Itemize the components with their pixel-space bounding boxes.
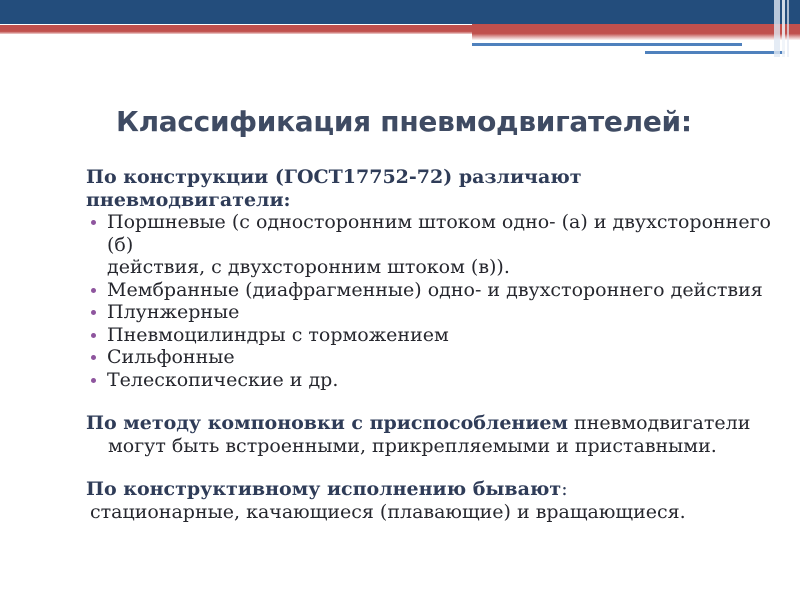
list-item <box>86 369 778 392</box>
method-heading-rest: пневмодвигатели <box>568 412 751 434</box>
vertical-stripe-3 <box>787 0 789 57</box>
list-item <box>86 301 778 324</box>
design-heading-line <box>86 478 778 501</box>
bullet-text-line: Мембранные (диафрагменные) одно- и двухстороннего действия <box>107 278 763 301</box>
bullet-dot-icon <box>91 333 96 338</box>
bullet-text-line: действия, с двухсторонним штоком (в)). <box>107 256 510 278</box>
list-item <box>86 279 778 302</box>
bullet-dot-icon <box>91 310 96 315</box>
vertical-stripe-2 <box>782 0 785 57</box>
design-heading-bold: По конструктивному исполнению бывают <box>86 478 562 500</box>
bullet-dot-icon <box>91 220 96 225</box>
design-line-2: стационарные, качающиеся (плавающие) и вращающиеся. <box>90 500 686 523</box>
construction-heading: По конструкции (ГОСТ17752-72) различают пневмодвигатели: <box>86 166 582 211</box>
red-accent-bar-left <box>0 25 472 34</box>
list-item <box>86 324 778 347</box>
list-item <box>86 346 778 369</box>
design-heading-colon: : <box>561 478 568 500</box>
bullet-text-line: Поршневые (с односторонним штоком одно- (а) и двухстороннего (б) <box>107 211 771 256</box>
method-heading-bold: По методу компоновки с приспособлением <box>86 412 569 434</box>
method-line-2: могут быть встроенными, прикрепляемыми и приставными. <box>108 434 717 457</box>
construction-bullet-list <box>86 211 778 391</box>
thin-blue-line-bottom <box>645 51 785 54</box>
bullet-text-line: Телескопические и др. <box>107 368 339 391</box>
slide-title: Классификация пневмодвигателей: <box>116 105 692 138</box>
bullet-dot-icon <box>91 355 96 360</box>
thin-blue-line-top <box>472 43 742 46</box>
method-heading-line <box>86 412 778 435</box>
bullet-dot-icon <box>91 378 96 383</box>
red-accent-bar-right <box>472 24 800 40</box>
bullet-text-line: Пневмоцилиндры с торможением <box>107 323 449 346</box>
top-navy-bar <box>0 0 800 24</box>
slide-body <box>86 166 778 523</box>
bullet-dot-icon <box>91 288 96 293</box>
design-paragraph <box>86 478 778 523</box>
bullet-text-line: Сильфонные <box>107 346 235 368</box>
bullet-text-line: Плунжерные <box>107 301 240 323</box>
vertical-stripe-1 <box>774 0 780 57</box>
list-item <box>86 211 778 279</box>
method-paragraph <box>86 412 778 457</box>
